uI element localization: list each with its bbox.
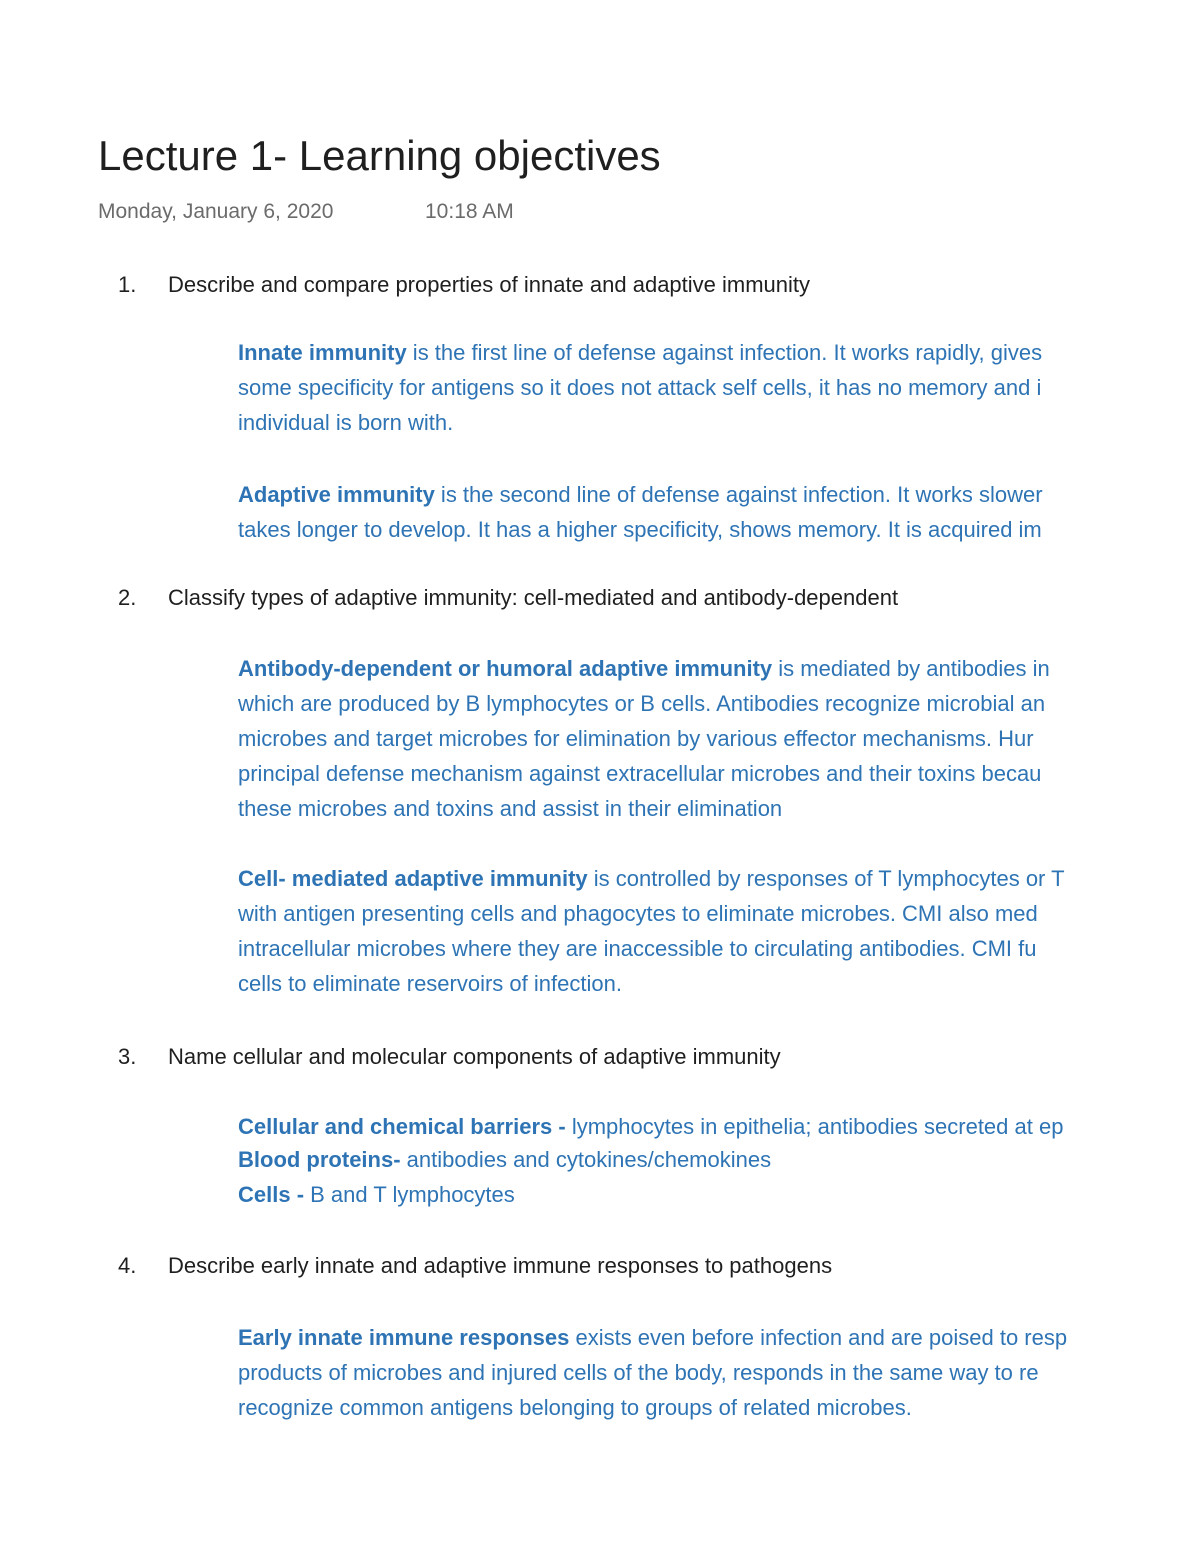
answer-text: some specificity for antigens so it does not attack self cells, it has no memory and i — [238, 375, 1042, 400]
objective-text: Describe and compare properties of innate and adaptive immunity — [168, 272, 811, 297]
answer-text: is controlled by responses of T lymphocytes or T — [587, 866, 1065, 891]
answer-text: is mediated by antibodies in — [772, 656, 1050, 681]
answer-line — [238, 410, 453, 436]
answer-text: which are produced by B lymphocytes or B cells. Antibodies recognize microbial an — [238, 691, 1046, 716]
objective-text: Name cellular and molecular components of adaptive immunity — [168, 1044, 781, 1069]
answer-term: Antibody-dependent or humoral adaptive immunity — [238, 656, 773, 681]
answer-line — [238, 971, 622, 997]
answer-term: Cell- mediated adaptive immunity — [238, 866, 588, 891]
answer-line — [238, 482, 1043, 508]
answer-line — [238, 1325, 1067, 1351]
answer-line — [238, 691, 1045, 717]
answer-line — [238, 1147, 771, 1173]
answer-term: Cells - — [238, 1182, 305, 1207]
answer-text: B and T lymphocytes — [304, 1182, 515, 1207]
answer-line — [238, 761, 1041, 787]
objective-number: 3. — [118, 1044, 137, 1069]
answer-line — [238, 901, 1038, 927]
answer-line — [238, 1182, 515, 1208]
answer-text: principal defense mechanism against extracellular microbes and their toxins becau — [238, 761, 1042, 786]
answer-term: Blood proteins- — [238, 1147, 401, 1172]
answer-line — [238, 375, 1041, 401]
objective-text: Describe early innate and adaptive immune responses to pathogens — [168, 1253, 833, 1278]
page-title: Lecture 1- Learning objectives — [98, 132, 661, 179]
answer-text: cells to eliminate reservoirs of infection. — [238, 971, 622, 996]
objective-number: 4. — [118, 1253, 137, 1278]
answer-line — [238, 1395, 912, 1421]
answer-line — [238, 1114, 1063, 1140]
answer-term: Adaptive immunity — [238, 482, 435, 507]
answer-line — [238, 656, 1050, 682]
answer-term: Early innate immune responses — [238, 1325, 570, 1350]
answer-text: intracellular microbes where they are inaccessible to circulating antibodies. CMI fu — [238, 936, 1037, 961]
answer-text: microbes and target microbes for elimination by various effector mechanisms. Hur — [238, 726, 1034, 751]
answer-text: takes longer to develop. It has a higher specificity, shows memory. It is acquired im — [238, 517, 1042, 542]
objective-4 — [118, 1253, 832, 1279]
answer-line — [238, 866, 1065, 892]
objective-text: Classify types of adaptive immunity: cell-mediated and antibody-dependent — [168, 585, 899, 610]
answer-text: recognize common antigens belonging to groups of related microbes. — [238, 1395, 912, 1420]
answer-line — [238, 726, 1034, 752]
answer-text: these microbes and toxins and assist in their elimination — [238, 796, 783, 821]
answer-term: Cellular and chemical barriers - — [238, 1114, 566, 1139]
answer-line — [238, 936, 1036, 962]
answer-text: individual is born with. — [238, 410, 454, 435]
answer-text: with antigen presenting cells and phagocytes to eliminate microbes. CMI also med — [238, 901, 1038, 926]
answer-line — [238, 1360, 1039, 1386]
objective-1 — [118, 272, 810, 298]
answer-line — [238, 796, 782, 822]
answer-text: lymphocytes in epithelia; antibodies secreted at ep — [565, 1114, 1064, 1139]
objective-3 — [118, 1044, 781, 1070]
answer-text: is the second line of defense against infection. It works slower — [434, 482, 1043, 507]
note-time: 10:18 AM — [425, 200, 514, 223]
answer-term: Innate immunity — [238, 340, 407, 365]
answer-line — [238, 517, 1042, 543]
answer-line — [238, 340, 1042, 366]
answer-text: exists even before infection and are poised to resp — [569, 1325, 1068, 1350]
objective-2 — [118, 585, 898, 611]
answer-text: products of microbes and injured cells of the body, responds in the same way to re — [238, 1360, 1039, 1385]
note-date: Monday, January 6, 2020 — [98, 200, 334, 223]
objective-number: 2. — [118, 585, 137, 610]
answer-text: is the first line of defense against infection. It works rapidly, gives — [406, 340, 1043, 365]
objective-number: 1. — [118, 272, 137, 297]
answer-text: antibodies and cytokines/chemokines — [400, 1147, 772, 1172]
